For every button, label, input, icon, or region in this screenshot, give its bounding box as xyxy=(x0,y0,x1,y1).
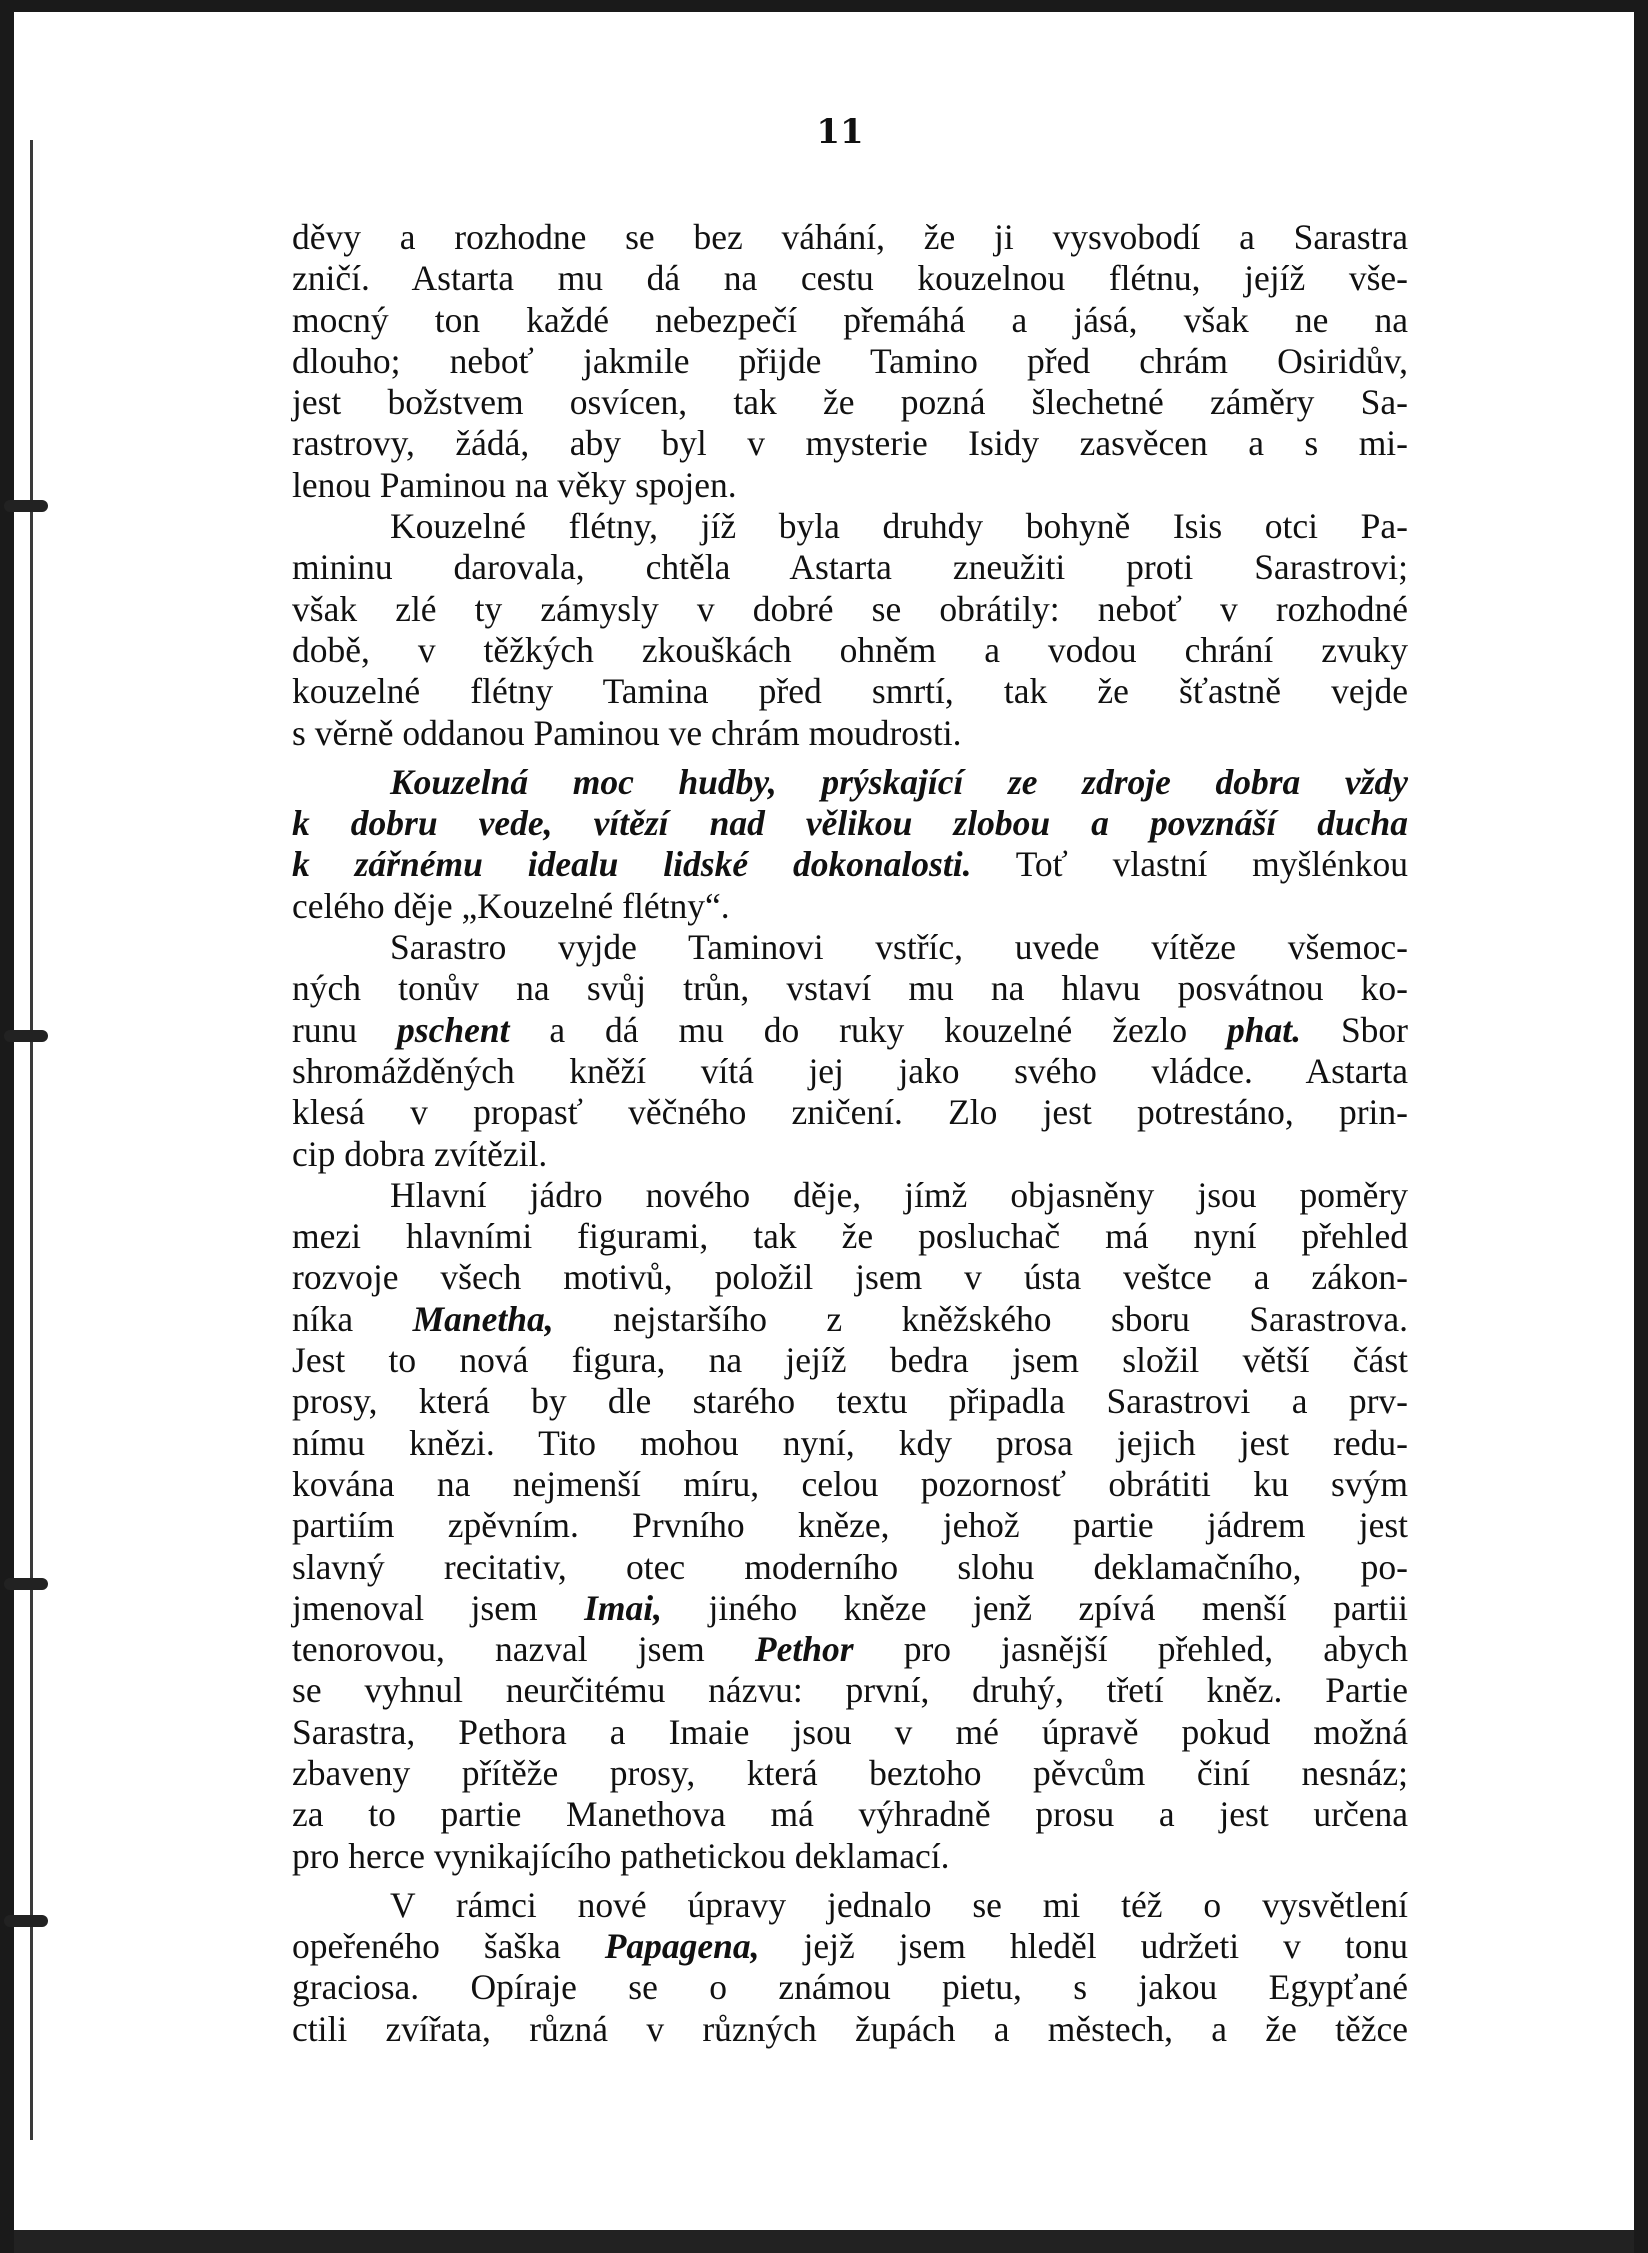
binding-spine-line xyxy=(30,140,33,2140)
italic-term: Pethor xyxy=(754,1629,854,1670)
text-line: Kouzelná moc hudby, prýskající ze zdroje dobra vždy xyxy=(390,761,1408,802)
scan-edge-top xyxy=(0,0,1648,12)
text-line: Jest to nová figura, na jejíž bedra jsem složil větší část xyxy=(292,1340,1408,1381)
text-line: děvy a rozhodne se bez váhání, že ji vysvobodí a Sarastra xyxy=(292,217,1408,257)
text-line: shromážděných kněží vítá jej jako svého vládce. Astarta xyxy=(292,1050,1408,1091)
text-line: mezi hlavními figurami, tak že posluchač má nyní přehled xyxy=(292,1216,1408,1257)
text-line: se vyhnul neurčitému názvu: první, druhý, třetí kněz. Partie xyxy=(292,1670,1408,1711)
italic-term: Manetha, xyxy=(412,1298,554,1339)
text-line: ných tonův na svůj trůn, vstaví mu na hlavu posvátnou ko- xyxy=(292,968,1408,1009)
text-line: Hlavní jádro nového děje, jímž objasněny jsou poměry xyxy=(390,1174,1408,1215)
text-line xyxy=(292,1010,1408,1051)
text-span: Sbor xyxy=(1340,1009,1409,1050)
text-line xyxy=(292,1299,1408,1340)
text-line: rastrovy, žádá, aby byl v mysterie Isidy zasvěcen a s mi- xyxy=(292,423,1408,464)
text-span: runu xyxy=(292,1009,358,1050)
text-line xyxy=(292,844,1408,885)
paragraph xyxy=(292,927,1408,1175)
text-line: době, v těžkých zkouškách ohněm a vodou chrání zvuky xyxy=(292,629,1408,670)
text-line: jest božstvem osvícen, tak že pozná šlechetné záměry Sa- xyxy=(292,382,1408,423)
text-line: Kouzelné flétny, jíž byla druhdy bohyně Isis otci Pa- xyxy=(390,506,1408,547)
text-line: zničí. Astarta mu dá na cestu kouzelnou flétnu, jejíž vše- xyxy=(292,258,1408,299)
text-span: jiného kněze jenž zpívá menší partii xyxy=(708,1587,1409,1628)
text-line: dlouho; neboť jakmile přijde Tamino před chrám Osiridův, xyxy=(292,340,1408,381)
text-line: kována na nejmenší míru, celou pozornosť obrátiti ku svým xyxy=(292,1463,1408,1504)
binding-mark xyxy=(4,500,48,512)
text-line: celého děje „Kouzelné flétny“. xyxy=(292,885,730,926)
text-line: kouzelné flétny Tamina před smrtí, tak že šťastně vejde xyxy=(292,671,1408,712)
text-line: za to partie Manethova má výhradně prosu a jest určena xyxy=(292,1794,1408,1835)
text-line: Sarastro vyjde Taminovi vstříc, uvede vítěze všemoc- xyxy=(390,927,1408,968)
page-number: 11 xyxy=(816,112,864,152)
text-line: partiím zpěvním. Prvního kněze, jehož partie jádrem jest xyxy=(292,1505,1408,1546)
paragraph xyxy=(292,1175,1408,1877)
scan-edge-right xyxy=(1634,0,1648,2253)
paragraph xyxy=(292,1885,1408,2050)
italic-term: phat. xyxy=(1227,1009,1302,1050)
text-span: opeřeného šaška xyxy=(292,1926,561,1967)
text-line: graciosa. Opíraje se o známou pietu, s jakou Egypťané xyxy=(292,1967,1408,2008)
text-line: cip dobra zvítězil. xyxy=(292,1133,548,1174)
text-line: však zlé ty zámysly v dobré se obrátily: neboť v rozhodné xyxy=(292,588,1408,629)
text-line xyxy=(292,1629,1408,1670)
italic-phrase: k zářnému idealu lidské dokonalosti. xyxy=(292,844,972,885)
text-span: nejstaršího z kněžského sboru Sarastrova. xyxy=(613,1298,1409,1339)
text-line: mininu darovala, chtěla Astarta zneužiti proti Sarastrovi; xyxy=(292,547,1408,588)
text-span: jmenoval jsem xyxy=(292,1587,538,1628)
scan-edge-bottom xyxy=(0,2230,1648,2253)
text-line: rozvoje všech motivů, položil jsem v ústa veštce a zákon- xyxy=(292,1257,1408,1298)
text-line: slavný recitativ, otec moderního slohu deklamačního, po- xyxy=(292,1546,1408,1587)
text-span: jejž jsem hleděl udržeti v tonu xyxy=(803,1926,1408,1967)
text-span: tenorovou, nazval jsem xyxy=(292,1629,705,1670)
binding-mark xyxy=(4,1915,48,1927)
body-text xyxy=(292,217,1408,2050)
text-line: lenou Paminou na věky spojen. xyxy=(292,464,737,505)
text-line: V rámci nové úpravy jednalo se mi též o vysvětlení xyxy=(390,1884,1408,1925)
text-span: Toť vlastní myšlénkou xyxy=(1015,844,1408,885)
text-line: nímu knězi. Tito mohou nyní, kdy prosa jejich jest redu- xyxy=(292,1422,1408,1463)
paragraph xyxy=(292,217,1408,506)
text-line: s věrně oddanou Paminou ve chrám moudrosti. xyxy=(292,712,962,753)
text-line xyxy=(292,1588,1408,1629)
text-line xyxy=(292,1926,1408,1967)
text-span: níka xyxy=(292,1298,354,1339)
text-line: Sarastra, Pethora a Imaie jsou v mé úpravě pokud možná xyxy=(292,1711,1408,1752)
text-line: ctili zvířata, různá v různých župách a městech, a že těžce xyxy=(292,2008,1408,2049)
text-span: pro jasnější přehled, abych xyxy=(903,1629,1408,1670)
paragraph xyxy=(292,506,1408,754)
italic-term: Imai, xyxy=(584,1587,663,1628)
text-line: prosy, která by dle starého textu připadla Sarastrovi a prv- xyxy=(292,1381,1408,1422)
paragraph xyxy=(292,762,1408,927)
text-line: klesá v propasť věčného zničení. Zlo jest potrestáno, prin- xyxy=(292,1092,1408,1133)
binding-mark xyxy=(4,1578,48,1590)
text-line: mocný ton každé nebezpečí přemáhá a jásá, však ne na xyxy=(292,299,1408,340)
italic-term: Papagena, xyxy=(604,1926,760,1967)
text-line: zbaveny přítěže prosy, která beztoho pěvcům činí nesnáz; xyxy=(292,1752,1408,1793)
italic-term: pschent xyxy=(397,1009,510,1050)
text-span: a dá mu do ruky kouzelné žezlo xyxy=(549,1009,1188,1050)
binding-mark xyxy=(4,1030,48,1042)
text-line: k dobru vede, vítězí nad vělikou zlobou a povznáší ducha xyxy=(292,803,1408,844)
text-line: pro herce vynikajícího pathetickou deklamací. xyxy=(292,1835,950,1876)
